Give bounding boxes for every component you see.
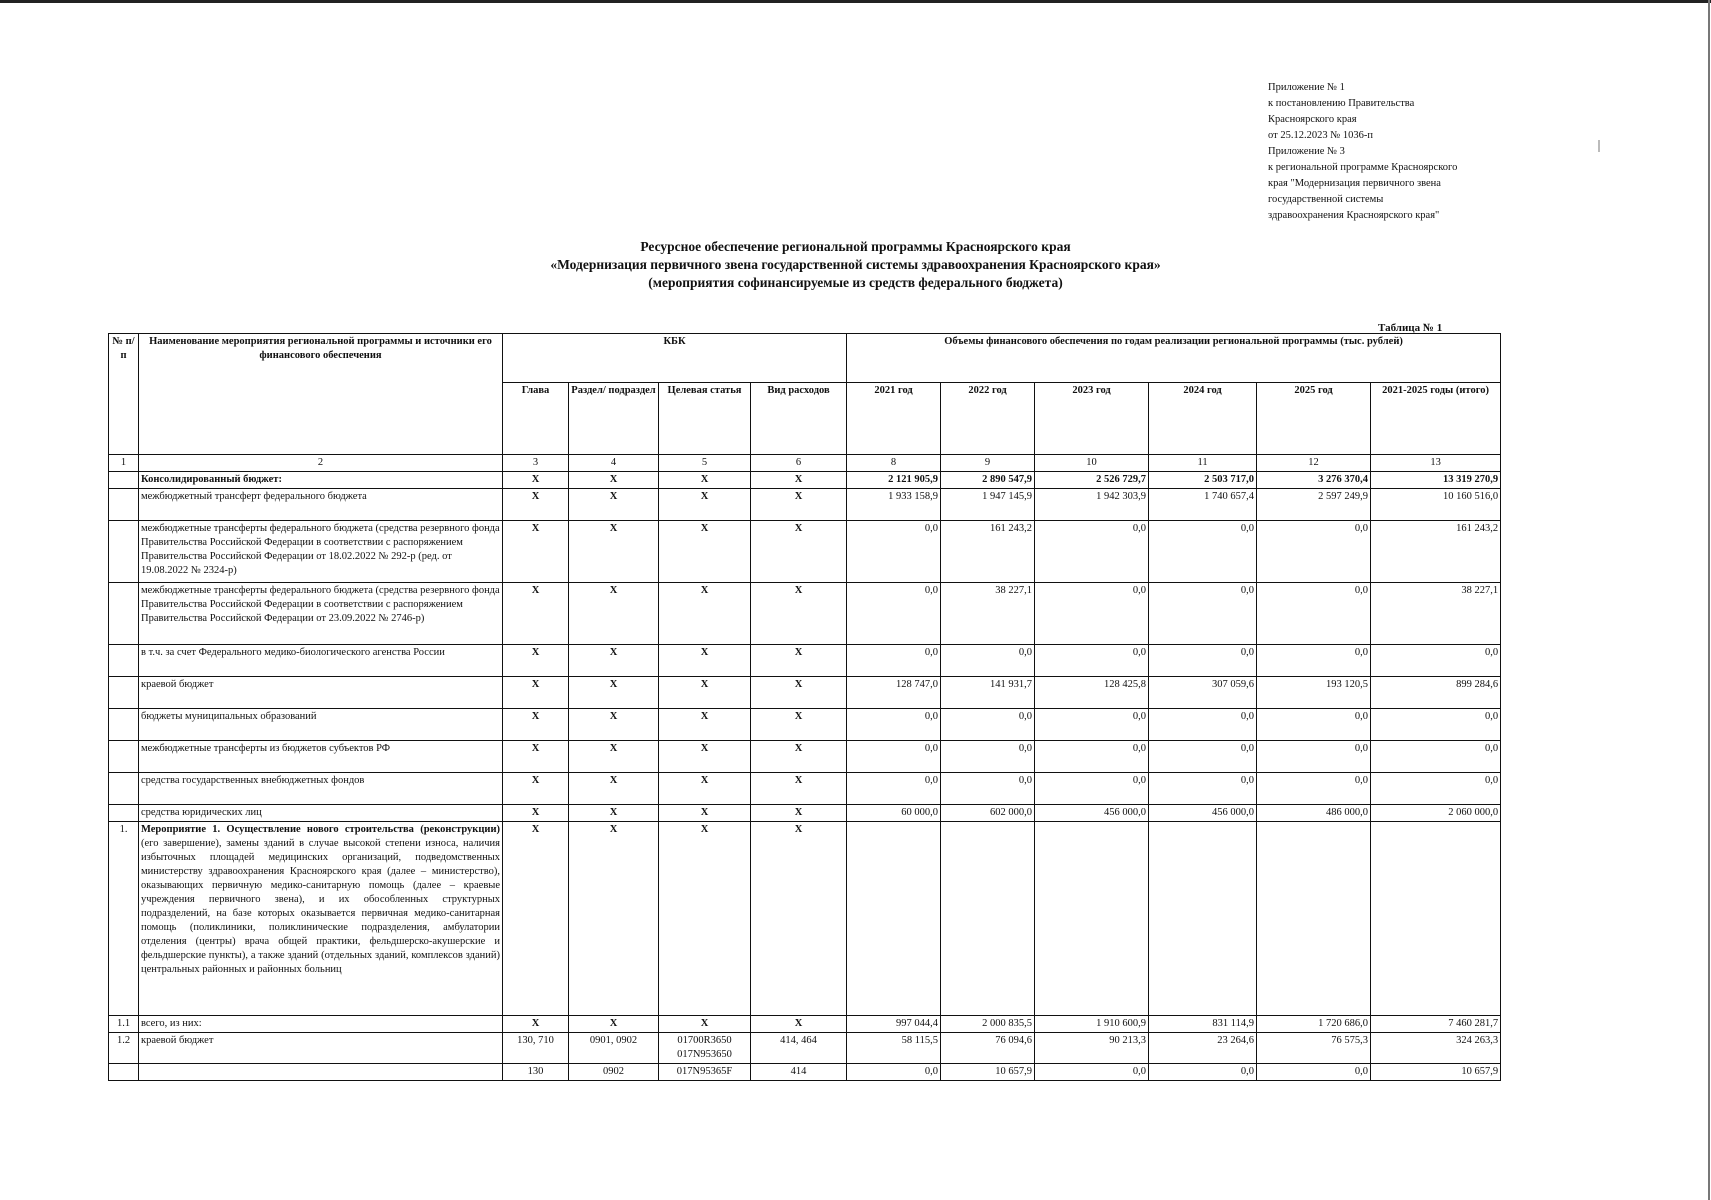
kbk-glava: 130, 710 bbox=[503, 1033, 569, 1064]
kbk-celevaya: X bbox=[659, 645, 751, 677]
value-total: 10 657,9 bbox=[1371, 1064, 1501, 1081]
kbk-glava: X bbox=[503, 489, 569, 521]
kbk-celevaya: X bbox=[659, 677, 751, 709]
row-name bbox=[139, 822, 503, 1016]
kbk-vid: X bbox=[751, 489, 847, 521]
kbk-vid: X bbox=[751, 1016, 847, 1033]
value-2023: 456 000,0 bbox=[1035, 805, 1149, 822]
value-total: 899 284,6 bbox=[1371, 677, 1501, 709]
kbk-razdel: X bbox=[569, 645, 659, 677]
row-name: межбюджетные трансферты федерального бюджета (средства резервного фонда Правительства Российской Федерации в соответствии с распоряжением Правительства Российской Федерации от 23.09.2022 № 2746-р) bbox=[139, 583, 503, 645]
row-number bbox=[109, 805, 139, 822]
appendix-line: к постановлению Правительства bbox=[1268, 98, 1415, 109]
col-number: 2 bbox=[139, 455, 503, 472]
value-2024: 456 000,0 bbox=[1149, 805, 1257, 822]
value-2022: 2 890 547,9 bbox=[941, 472, 1035, 489]
kbk-vid: 414 bbox=[751, 1064, 847, 1081]
value-2024: 0,0 bbox=[1149, 709, 1257, 741]
value-2021: 0,0 bbox=[847, 773, 941, 805]
value-total: 0,0 bbox=[1371, 709, 1501, 741]
kbk-celevaya: X bbox=[659, 709, 751, 741]
kbk-celevaya: X bbox=[659, 583, 751, 645]
table-row bbox=[109, 741, 1501, 773]
value-2025: 0,0 bbox=[1257, 741, 1371, 773]
row-number bbox=[109, 709, 139, 741]
table-row bbox=[109, 822, 1501, 1016]
row-name: бюджеты муниципальных образований bbox=[139, 709, 503, 741]
value-2023: 1 942 303,9 bbox=[1035, 489, 1149, 521]
value-2021: 0,0 bbox=[847, 645, 941, 677]
kbk-glava: X bbox=[503, 709, 569, 741]
kbk-vid: X bbox=[751, 773, 847, 805]
value-2022: 1 947 145,9 bbox=[941, 489, 1035, 521]
value-2024: 0,0 bbox=[1149, 1064, 1257, 1081]
header-kbk: КБК bbox=[503, 334, 847, 383]
kbk-celevaya: X bbox=[659, 489, 751, 521]
col-number: 11 bbox=[1149, 455, 1257, 472]
value-total: 0,0 bbox=[1371, 773, 1501, 805]
kbk-celevaya: X bbox=[659, 773, 751, 805]
kbk-vid: 414, 464 bbox=[751, 1033, 847, 1064]
header-2025: 2025 год bbox=[1257, 383, 1371, 455]
value-2024: 831 114,9 bbox=[1149, 1016, 1257, 1033]
value-2021: 128 747,0 bbox=[847, 677, 941, 709]
header-razdel: Раздел/ подраздел bbox=[569, 383, 659, 455]
col-number: 9 bbox=[941, 455, 1035, 472]
col-number: 5 bbox=[659, 455, 751, 472]
value-2023: 0,0 bbox=[1035, 521, 1149, 583]
value-2024: 23 264,6 bbox=[1149, 1033, 1257, 1064]
value-2023: 1 910 600,9 bbox=[1035, 1016, 1149, 1033]
kbk-celevaya: X bbox=[659, 521, 751, 583]
kbk-vid: X bbox=[751, 645, 847, 677]
title-line-1: Ресурсное обеспечение региональной программы Красноярского края bbox=[640, 239, 1071, 254]
row-name: средства юридических лиц bbox=[139, 805, 503, 822]
kbk-glava: X bbox=[503, 645, 569, 677]
value-2024: 0,0 bbox=[1149, 583, 1257, 645]
appendix-line: здравоохранения Красноярского края" bbox=[1268, 210, 1440, 221]
row-name: Консолидированный бюджет: bbox=[139, 472, 503, 489]
table-row bbox=[109, 472, 1501, 489]
kbk-vid: X bbox=[751, 472, 847, 489]
header-vid: Вид расходов bbox=[751, 383, 847, 455]
value-2021: 2 121 905,9 bbox=[847, 472, 941, 489]
kbk-glava: X bbox=[503, 472, 569, 489]
value-total: 161 243,2 bbox=[1371, 521, 1501, 583]
kbk-razdel: 0901, 0902 bbox=[569, 1033, 659, 1064]
value-total: 0,0 bbox=[1371, 741, 1501, 773]
col-number: 13 bbox=[1371, 455, 1501, 472]
col-number: 12 bbox=[1257, 455, 1371, 472]
row-name: краевой бюджет bbox=[139, 1033, 503, 1064]
row-name-rest: (его завершение), замены зданий в случае высокой степени износа, наличия избыточных площадей медицинских организаций, подведомственных министерству здравоохранения Красноярского края (далее – министерство), оказывающих первичную медико-санитарную помощь (далее – краевые учреждения первичного звена), и их обособленных структурных подразделений, на базе которых оказывается первичная медико-санитарная помощь (поликлиники, поликлинические подразделения, амбулатории отделения (центры) врача общей практики, фельдшерско-акушерские и фельдшерские пункты), а также зданий (отдельных зданий, комплексов зданий) центральных районных и районных больниц bbox=[141, 838, 500, 975]
header-2024: 2024 год bbox=[1149, 383, 1257, 455]
value-2023: 2 526 729,7 bbox=[1035, 472, 1149, 489]
row-number bbox=[109, 741, 139, 773]
col-number: 10 bbox=[1035, 455, 1149, 472]
value-2025: 193 120,5 bbox=[1257, 677, 1371, 709]
row-number bbox=[109, 521, 139, 583]
kbk-celevaya: X bbox=[659, 822, 751, 1016]
kbk-vid: X bbox=[751, 583, 847, 645]
value-2022: 0,0 bbox=[941, 645, 1035, 677]
value-2025: 1 720 686,0 bbox=[1257, 1016, 1371, 1033]
value-2024: 0,0 bbox=[1149, 741, 1257, 773]
scan-mark bbox=[1598, 140, 1600, 152]
row-number bbox=[109, 583, 139, 645]
kbk-razdel: X bbox=[569, 472, 659, 489]
value-2022: 10 657,9 bbox=[941, 1064, 1035, 1081]
col-number: 8 bbox=[847, 455, 941, 472]
value-total: 13 319 270,9 bbox=[1371, 472, 1501, 489]
value-2023: 0,0 bbox=[1035, 583, 1149, 645]
value-2021: 58 115,5 bbox=[847, 1033, 941, 1064]
kbk-razdel: X bbox=[569, 1016, 659, 1033]
table-row bbox=[109, 677, 1501, 709]
kbk-glava: X bbox=[503, 1016, 569, 1033]
table-row bbox=[109, 645, 1501, 677]
row-name: средства государственных внебюджетных фондов bbox=[139, 773, 503, 805]
appendix-line: Приложение № 1 bbox=[1268, 82, 1345, 93]
row-name: в т.ч. за счет Федерального медико-биологического агенства России bbox=[139, 645, 503, 677]
kbk-razdel: X bbox=[569, 709, 659, 741]
appendix-line: к региональной программе Красноярского bbox=[1268, 162, 1458, 173]
col-number: 3 bbox=[503, 455, 569, 472]
value-2022: 141 931,7 bbox=[941, 677, 1035, 709]
kbk-glava: X bbox=[503, 521, 569, 583]
value-2022: 602 000,0 bbox=[941, 805, 1035, 822]
header-2023: 2023 год bbox=[1035, 383, 1149, 455]
kbk-vid: X bbox=[751, 521, 847, 583]
kbk-razdel: X bbox=[569, 741, 659, 773]
row-name bbox=[139, 1064, 503, 1081]
header-glava: Глава bbox=[503, 383, 569, 455]
kbk-vid: X bbox=[751, 677, 847, 709]
value-2025: 486 000,0 bbox=[1257, 805, 1371, 822]
table-label: Таблица № 1 bbox=[1378, 322, 1443, 334]
kbk-razdel: X bbox=[569, 822, 659, 1016]
row-number bbox=[109, 489, 139, 521]
header-name: Наименование мероприятия региональной программы и источники его финансового обеспечения bbox=[139, 334, 503, 455]
value-2023: 0,0 bbox=[1035, 1064, 1149, 1081]
row-name: межбюджетные трансферты федерального бюджета (средства резервного фонда Правительства Российской Федерации в соответствии с распоряжением Правительства Российской Федерации от 18.02.2022 № 292-р (ред. от 19.08.2022 № 2324-р) bbox=[139, 521, 503, 583]
value-2023: 0,0 bbox=[1035, 645, 1149, 677]
kbk-glava: X bbox=[503, 822, 569, 1016]
kbk-vid: X bbox=[751, 822, 847, 1016]
document-title bbox=[0, 238, 1711, 292]
appendix-line: государственной системы bbox=[1268, 194, 1384, 205]
kbk-razdel: X bbox=[569, 583, 659, 645]
kbk-razdel: X bbox=[569, 677, 659, 709]
value-2021 bbox=[847, 822, 941, 1016]
value-2025: 0,0 bbox=[1257, 583, 1371, 645]
kbk-celevaya: X bbox=[659, 472, 751, 489]
kbk-razdel: X bbox=[569, 773, 659, 805]
kbk-glava: X bbox=[503, 773, 569, 805]
value-2021: 0,0 bbox=[847, 709, 941, 741]
header-funding: Объемы финансового обеспечения по годам реализации региональной программы (тыс. рублей) bbox=[847, 334, 1501, 383]
header-2021: 2021 год bbox=[847, 383, 941, 455]
table-row bbox=[109, 805, 1501, 822]
kbk-glava: X bbox=[503, 805, 569, 822]
value-2021: 0,0 bbox=[847, 583, 941, 645]
value-2023: 90 213,3 bbox=[1035, 1033, 1149, 1064]
kbk-celevaya: 01700R3650 017N953650 bbox=[659, 1033, 751, 1064]
row-number bbox=[109, 645, 139, 677]
kbk-celevaya: 017N95365F bbox=[659, 1064, 751, 1081]
kbk-razdel: X bbox=[569, 805, 659, 822]
row-number: 1.2 bbox=[109, 1033, 139, 1064]
row-number bbox=[109, 1064, 139, 1081]
table-row bbox=[109, 521, 1501, 583]
value-2025: 3 276 370,4 bbox=[1257, 472, 1371, 489]
value-total: 324 263,3 bbox=[1371, 1033, 1501, 1064]
kbk-glava: X bbox=[503, 677, 569, 709]
value-2022: 76 094,6 bbox=[941, 1033, 1035, 1064]
value-2022: 0,0 bbox=[941, 709, 1035, 741]
value-total: 2 060 000,0 bbox=[1371, 805, 1501, 822]
row-number bbox=[109, 472, 139, 489]
value-2024: 2 503 717,0 bbox=[1149, 472, 1257, 489]
value-2024: 1 740 657,4 bbox=[1149, 489, 1257, 521]
value-2021: 0,0 bbox=[847, 521, 941, 583]
table-row bbox=[109, 489, 1501, 521]
value-2023: 128 425,8 bbox=[1035, 677, 1149, 709]
value-total: 10 160 516,0 bbox=[1371, 489, 1501, 521]
value-2024: 0,0 bbox=[1149, 645, 1257, 677]
header-num: № п/п bbox=[109, 334, 139, 455]
value-2024 bbox=[1149, 822, 1257, 1016]
value-2022: 0,0 bbox=[941, 773, 1035, 805]
value-total bbox=[1371, 822, 1501, 1016]
kbk-celevaya: X bbox=[659, 741, 751, 773]
value-2025: 0,0 bbox=[1257, 709, 1371, 741]
value-2022 bbox=[941, 822, 1035, 1016]
row-name: краевой бюджет bbox=[139, 677, 503, 709]
row-name: всего, из них: bbox=[139, 1016, 503, 1033]
row-name: межбюджетные трансферты из бюджетов субъектов РФ bbox=[139, 741, 503, 773]
kbk-vid: X bbox=[751, 709, 847, 741]
value-2023: 0,0 bbox=[1035, 741, 1149, 773]
table-row bbox=[109, 1033, 1501, 1064]
value-2024: 0,0 bbox=[1149, 521, 1257, 583]
kbk-glava: X bbox=[503, 583, 569, 645]
column-numbers-row bbox=[109, 455, 1501, 472]
appendix-line: Красноярского края bbox=[1268, 114, 1357, 125]
value-total: 38 227,1 bbox=[1371, 583, 1501, 645]
row-number bbox=[109, 773, 139, 805]
col-number: 6 bbox=[751, 455, 847, 472]
title-line-3: (мероприятия софинансируемые из средств федерального бюджета) bbox=[648, 275, 1063, 290]
value-2025: 76 575,3 bbox=[1257, 1033, 1371, 1064]
value-2025: 0,0 bbox=[1257, 1064, 1371, 1081]
row-name: межбюджетный трансферт федерального бюджета bbox=[139, 489, 503, 521]
value-2025 bbox=[1257, 822, 1371, 1016]
kbk-razdel: 0902 bbox=[569, 1064, 659, 1081]
kbk-razdel: X bbox=[569, 521, 659, 583]
page-top-edge bbox=[0, 0, 1711, 3]
appendix-line: Приложение № 3 bbox=[1268, 146, 1345, 157]
value-2025: 0,0 bbox=[1257, 773, 1371, 805]
value-2025: 2 597 249,9 bbox=[1257, 489, 1371, 521]
page-right-edge bbox=[1708, 0, 1710, 1200]
value-2025: 0,0 bbox=[1257, 521, 1371, 583]
kbk-celevaya: X bbox=[659, 805, 751, 822]
value-2022: 2 000 835,5 bbox=[941, 1016, 1035, 1033]
value-2025: 0,0 bbox=[1257, 645, 1371, 677]
row-number: 1. bbox=[109, 822, 139, 1016]
value-2021: 0,0 bbox=[847, 1064, 941, 1081]
kbk-glava: X bbox=[503, 741, 569, 773]
value-2022: 0,0 bbox=[941, 741, 1035, 773]
row-name-bold: Мероприятие 1. Осуществление нового строительства (реконструкции) bbox=[141, 824, 500, 835]
row-number: 1.1 bbox=[109, 1016, 139, 1033]
value-2023 bbox=[1035, 822, 1149, 1016]
appendix-line: от 25.12.2023 № 1036-п bbox=[1268, 130, 1373, 141]
value-2023: 0,0 bbox=[1035, 709, 1149, 741]
col-number: 1 bbox=[109, 455, 139, 472]
table-row bbox=[109, 1016, 1501, 1033]
value-2021: 997 044,4 bbox=[847, 1016, 941, 1033]
appendix-block bbox=[1268, 80, 1528, 224]
table-row bbox=[109, 1064, 1501, 1081]
resource-table bbox=[108, 333, 1501, 1081]
kbk-celevaya: X bbox=[659, 1016, 751, 1033]
appendix-line: края "Модернизация первичного звена bbox=[1268, 178, 1441, 189]
kbk-vid: X bbox=[751, 805, 847, 822]
value-total: 7 460 281,7 bbox=[1371, 1016, 1501, 1033]
table-row bbox=[109, 583, 1501, 645]
value-2021: 1 933 158,9 bbox=[847, 489, 941, 521]
value-2024: 0,0 bbox=[1149, 773, 1257, 805]
col-number: 4 bbox=[569, 455, 659, 472]
header-total: 2021-2025 годы (итого) bbox=[1371, 383, 1501, 455]
table-row bbox=[109, 773, 1501, 805]
value-2022: 38 227,1 bbox=[941, 583, 1035, 645]
row-number bbox=[109, 677, 139, 709]
kbk-vid: X bbox=[751, 741, 847, 773]
kbk-razdel: X bbox=[569, 489, 659, 521]
value-2023: 0,0 bbox=[1035, 773, 1149, 805]
kbk-glava: 130 bbox=[503, 1064, 569, 1081]
value-2021: 60 000,0 bbox=[847, 805, 941, 822]
value-total: 0,0 bbox=[1371, 645, 1501, 677]
value-2022: 161 243,2 bbox=[941, 521, 1035, 583]
header-celevaya: Целевая статья bbox=[659, 383, 751, 455]
value-2021: 0,0 bbox=[847, 741, 941, 773]
value-2024: 307 059,6 bbox=[1149, 677, 1257, 709]
table-row bbox=[109, 709, 1501, 741]
header-2022: 2022 год bbox=[941, 383, 1035, 455]
title-line-2: «Модернизация первичного звена государственной системы здравоохранения Красноярского края» bbox=[550, 257, 1161, 272]
